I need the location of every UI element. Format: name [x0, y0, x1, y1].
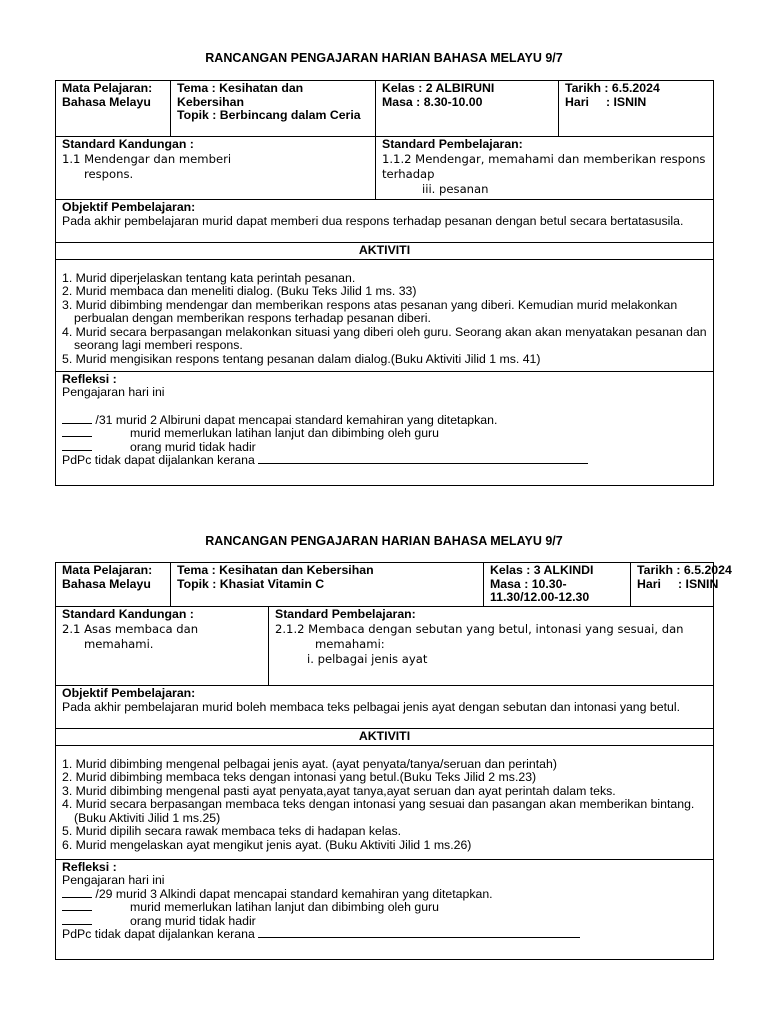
activities-cell	[56, 259, 714, 371]
content-standard-line: respons.	[84, 166, 134, 181]
class-text: Kelas : 3 ALKINDI	[490, 563, 594, 577]
time-text: Masa : 10.30-11.30/12.00-12.30	[490, 576, 590, 604]
content-standard-line: 2.1 Asas membaca dan	[62, 621, 199, 636]
topic-text: Topik : Khasiat Vitamin C	[177, 576, 325, 591]
date-cell	[631, 563, 732, 607]
learning-standard-line: i. pelbagai jenis ayat	[307, 651, 428, 666]
activities-header: AKTIVITI	[56, 243, 714, 260]
reflection-line: /31 murid 2 Albiruni dapat mencapai standard kemahiran yang ditetapkan.	[62, 414, 707, 428]
activity-item: 5. Murid mengisikan respons tentang pesanan dalam dialog.(Buku Aktiviti Jilid 1 ms. 41)	[62, 351, 541, 366]
activity-item: 1. Murid diperjelaskan tentang kata perintah pesanan.	[62, 270, 356, 285]
reflection-line: murid memerlukan latihan lanjut dan dibimbing oleh guru	[62, 427, 707, 441]
activity-item: 4. Murid secara berpasangan membaca teks dengan intonasi yang sesuai dan pasangan akan memberikan bintang. (Buku Aktiviti Jilid 1 ms.25)	[62, 797, 695, 825]
topic-text: Topik : Berbincang dalam Ceria	[177, 108, 361, 122]
day-text: Hari : ISNIN	[565, 94, 647, 109]
class-text: Kelas : 2 ALBIRUNI	[382, 81, 495, 95]
reflection-line: PdPc tidak dapat dijalankan kerana	[62, 454, 707, 468]
theme-cell	[171, 563, 484, 607]
date-text: Tarikh : 6.5.2024	[565, 81, 660, 95]
content-standard-cell	[56, 607, 269, 686]
date-text: Tarikh : 6.5.2024	[637, 563, 732, 577]
learning-standard-cell	[269, 607, 714, 686]
learning-standard-label: Standard Pembelajaran:	[275, 607, 416, 621]
objective-text: Pada akhir pembelajaran murid boleh membaca teks pelbagai jenis ayat dengan sebutan dan intonasi yang betul.	[62, 699, 680, 714]
lesson-plan-table	[55, 562, 732, 960]
objective-label: Objektif Pembelajaran:	[62, 200, 196, 214]
subject-value: Bahasa Melayu	[62, 94, 151, 109]
reflection-line: murid memerlukan latihan lanjut dan dibimbing oleh guru	[62, 901, 707, 915]
activity-item: 3. Murid dibimbing mendengar dan memberikan respons atas pesanan yang diberi. Kemudian murid melakonkan perbualan dengan memberikan respons terhadap pesanan diberi.	[62, 297, 678, 325]
reflection-line: orang murid tidak hadir	[62, 915, 707, 929]
reflection-cell	[56, 859, 714, 959]
activity-item: 5. Murid dipilih secara rawak membaca teks di hadapan kelas.	[62, 824, 402, 838]
time-text: Masa : 8.30-10.00	[382, 94, 483, 109]
objective-text: Pada akhir pembelajaran murid dapat memberi dua respons terhadap pesanan dengan betul secara bertatasusila.	[62, 213, 684, 228]
objective-label: Objektif Pembelajaran:	[62, 686, 196, 700]
reflection-line: /29 murid 3 Alkindi dapat mencapai standard kemahiran yang ditetapkan.	[62, 888, 707, 902]
reflection-intro: Pengajaran hari ini	[62, 873, 165, 887]
theme-cell	[171, 81, 376, 137]
subject-value: Bahasa Melayu	[62, 576, 151, 591]
content-standard-line: memahami.	[84, 636, 154, 651]
content-standard-label: Standard Kandungan :	[62, 137, 194, 151]
subject-label: Mata Pelajaran:	[62, 563, 153, 577]
objective-cell	[56, 200, 714, 243]
lesson-plan-table	[55, 80, 714, 486]
reflection-cell	[56, 371, 714, 485]
reflection-line: PdPc tidak dapat dijalankan kerana	[62, 928, 707, 942]
activity-item: 4. Murid secara berpasangan melakonkan situasi yang diberi oleh guru. Seorang akan akan menyatakan pesanan dan seorang lagi memberi respons.	[62, 324, 707, 352]
reflection-label: Refleksi :	[62, 859, 117, 874]
activity-item: 3. Murid dibimbing mengenal pasti ayat penyata,ayat tanya,ayat seruan dan ayat perintah dalam teks.	[62, 783, 616, 798]
plan-title: RANCANGAN PENGAJARAN HARIAN BAHASA MELAYU 9/7	[205, 534, 563, 548]
reflection-intro: Pengajaran hari ini	[62, 385, 165, 399]
activities-cell	[56, 745, 714, 859]
day-text: Hari : ISNIN	[637, 576, 719, 591]
activity-item: 6. Murid mengelaskan ayat mengikut jenis ayat. (Buku Aktiviti Jilid 1 ms.26)	[62, 837, 472, 852]
theme-text: Tema : Kesihatan dan Kebersihan	[177, 563, 374, 577]
theme-text: Tema : Kesihatan dan Kebersihan	[177, 81, 304, 109]
content-standard-cell	[56, 137, 376, 200]
learning-standard-line: memahami:	[315, 636, 385, 651]
subject-cell	[56, 563, 171, 607]
learning-standard-line: 2.1.2 Membaca dengan sebutan yang betul, intonasi yang sesuai, dan	[275, 621, 684, 636]
activity-item: 2. Murid dibimbing membaca teks dengan intonasi yang betul.(Buku Teks Jilid 2 ms.23)	[62, 770, 537, 784]
plan-title: RANCANGAN PENGAJARAN HARIAN BAHASA MELAYU 9/7	[205, 51, 563, 65]
activities-header: AKTIVITI	[56, 729, 714, 746]
subject-label: Mata Pelajaran:	[62, 81, 153, 95]
activity-item: 2. Murid membaca dan meneliti dialog. (Buku Teks Jilid 1 ms. 33)	[62, 284, 417, 298]
subject-cell	[56, 81, 171, 137]
reflection-label: Refleksi :	[62, 371, 117, 386]
learning-standard-cell	[376, 137, 714, 200]
class-cell	[376, 81, 559, 137]
content-standard-label: Standard Kandungan :	[62, 607, 194, 621]
learning-standard-line: iii. pesanan	[422, 181, 489, 196]
content-standard-line: 1.1 Mendengar dan memberi	[62, 151, 232, 166]
class-cell	[484, 563, 631, 607]
activity-item: 1. Murid dibimbing mengenal pelbagai jenis ayat. (ayat penyata/tanya/seruan dan perintah)	[62, 756, 557, 771]
learning-standard-label: Standard Pembelajaran:	[382, 137, 523, 151]
date-cell	[559, 81, 714, 137]
objective-cell	[56, 686, 714, 729]
reflection-line: orang murid tidak hadir	[62, 441, 707, 455]
learning-standard-line: 1.1.2 Mendengar, memahami dan memberikan respons terhadap	[382, 151, 706, 181]
